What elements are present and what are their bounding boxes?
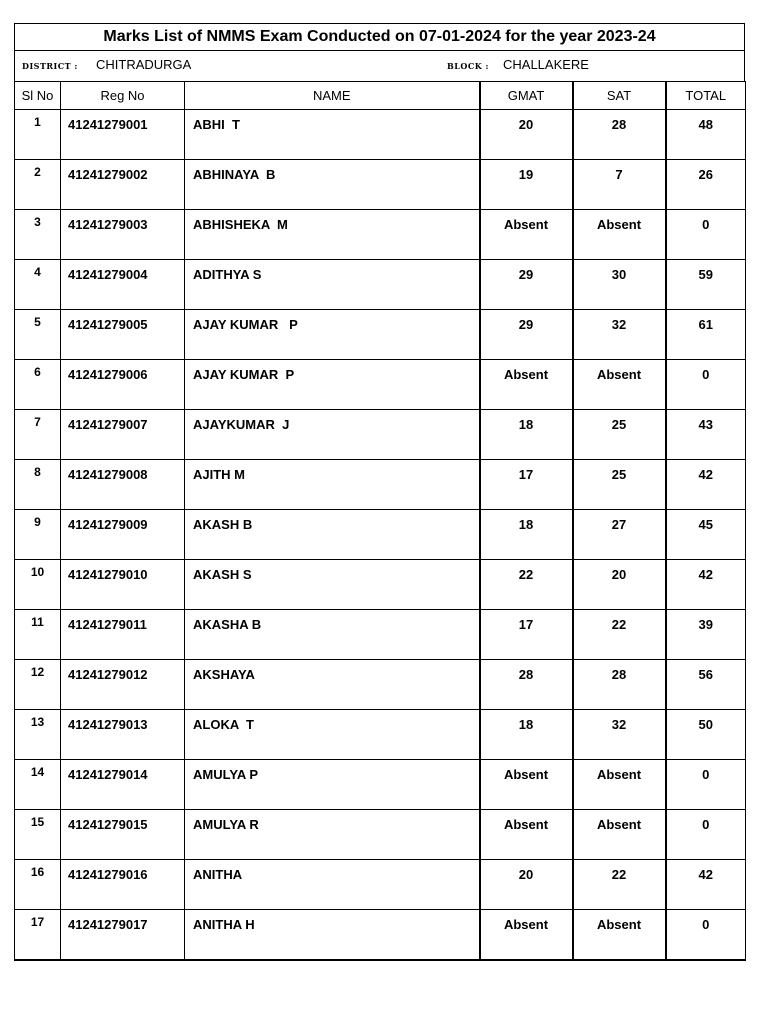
table-row [15, 160, 746, 210]
cell-reg-no: 41241279009 [61, 510, 185, 560]
cell-sat: 20 [573, 560, 666, 610]
cell-reg-no: 41241279017 [61, 910, 185, 960]
cell-sat: Absent [573, 810, 666, 860]
cell-total: 26 [666, 160, 746, 210]
cell-name: AJAYKUMAR J [185, 410, 480, 460]
block-label: BLOCK : [447, 61, 489, 71]
meta-row [14, 51, 745, 81]
marks-sheet [14, 23, 745, 961]
cell-name: ALOKA T [185, 710, 480, 760]
table-row [15, 660, 746, 710]
cell-gmat: 17 [480, 610, 573, 660]
cell-sl-no: 17 [15, 910, 61, 960]
cell-gmat: 18 [480, 710, 573, 760]
cell-sl-no: 4 [15, 260, 61, 310]
table-row [15, 810, 746, 860]
cell-total: 0 [666, 760, 746, 810]
table-row [15, 560, 746, 610]
cell-sl-no: 10 [15, 560, 61, 610]
cell-sl-no: 6 [15, 360, 61, 410]
cell-gmat: 19 [480, 160, 573, 210]
cell-reg-no: 41241279006 [61, 360, 185, 410]
cell-name: AMULYA P [185, 760, 480, 810]
table-row [15, 260, 746, 310]
cell-total: 0 [666, 210, 746, 260]
cell-reg-no: 41241279013 [61, 710, 185, 760]
cell-name: ADITHYA S [185, 260, 480, 310]
cell-reg-no: 41241279015 [61, 810, 185, 860]
cell-sat: 32 [573, 710, 666, 760]
cell-total: 39 [666, 610, 746, 660]
table-row [15, 510, 746, 560]
cell-sl-no: 8 [15, 460, 61, 510]
cell-sl-no: 13 [15, 710, 61, 760]
cell-gmat: Absent [480, 360, 573, 410]
col-header-name: NAME [185, 82, 480, 110]
col-header-gmat: GMAT [480, 82, 573, 110]
table-row [15, 760, 746, 810]
table-row [15, 210, 746, 260]
cell-sl-no: 15 [15, 810, 61, 860]
cell-sat: 25 [573, 410, 666, 460]
cell-total: 42 [666, 560, 746, 610]
marks-table [14, 81, 746, 961]
cell-sl-no: 9 [15, 510, 61, 560]
cell-sl-no: 2 [15, 160, 61, 210]
cell-gmat: 28 [480, 660, 573, 710]
cell-reg-no: 41241279004 [61, 260, 185, 310]
cell-gmat: Absent [480, 810, 573, 860]
cell-reg-no: 41241279014 [61, 760, 185, 810]
cell-sat: Absent [573, 910, 666, 960]
cell-sat: Absent [573, 760, 666, 810]
cell-total: 0 [666, 360, 746, 410]
cell-reg-no: 41241279001 [61, 110, 185, 160]
col-header-sl-no: Sl No [15, 82, 61, 110]
cell-gmat: Absent [480, 910, 573, 960]
cell-total: 42 [666, 460, 746, 510]
sheet-title: Marks List of NMMS Exam Conducted on 07-01-2024 for the year 2023-24 [14, 23, 745, 51]
table-row [15, 910, 746, 960]
cell-name: AJITH M [185, 460, 480, 510]
cell-name: ANITHA H [185, 910, 480, 960]
cell-reg-no: 41241279005 [61, 310, 185, 360]
cell-gmat: 29 [480, 310, 573, 360]
cell-sat: 22 [573, 860, 666, 910]
cell-gmat: 17 [480, 460, 573, 510]
cell-gmat: 29 [480, 260, 573, 310]
cell-sl-no: 1 [15, 110, 61, 160]
cell-name: AKASH S [185, 560, 480, 610]
cell-total: 48 [666, 110, 746, 160]
cell-total: 42 [666, 860, 746, 910]
table-row [15, 860, 746, 910]
cell-sl-no: 5 [15, 310, 61, 360]
table-row [15, 110, 746, 160]
cell-sl-no: 7 [15, 410, 61, 460]
cell-gmat: 18 [480, 410, 573, 460]
cell-total: 0 [666, 910, 746, 960]
cell-sl-no: 16 [15, 860, 61, 910]
cell-reg-no: 41241279002 [61, 160, 185, 210]
cell-name: AJAY KUMAR P [185, 310, 480, 360]
cell-total: 45 [666, 510, 746, 560]
cell-total: 61 [666, 310, 746, 360]
cell-total: 0 [666, 810, 746, 860]
cell-name: ABHINAYA B [185, 160, 480, 210]
cell-gmat: 20 [480, 110, 573, 160]
cell-sl-no: 11 [15, 610, 61, 660]
cell-sat: 28 [573, 660, 666, 710]
cell-reg-no: 41241279016 [61, 860, 185, 910]
col-header-total: TOTAL [666, 82, 746, 110]
cell-reg-no: 41241279012 [61, 660, 185, 710]
table-row [15, 610, 746, 660]
cell-name: AMULYA R [185, 810, 480, 860]
cell-total: 43 [666, 410, 746, 460]
cell-gmat: Absent [480, 760, 573, 810]
cell-name: ANITHA [185, 860, 480, 910]
cell-sat: 30 [573, 260, 666, 310]
col-header-sat: SAT [573, 82, 666, 110]
cell-sat: 7 [573, 160, 666, 210]
block-value: CHALLAKERE [503, 57, 589, 72]
table-row [15, 410, 746, 460]
cell-name: ABHI T [185, 110, 480, 160]
table-row [15, 310, 746, 360]
cell-sat: 32 [573, 310, 666, 360]
cell-gmat: 20 [480, 860, 573, 910]
cell-reg-no: 41241279011 [61, 610, 185, 660]
table-row [15, 460, 746, 510]
cell-total: 56 [666, 660, 746, 710]
col-header-reg-no: Reg No [61, 82, 185, 110]
cell-sat: 22 [573, 610, 666, 660]
cell-sl-no: 14 [15, 760, 61, 810]
cell-name: AKASH B [185, 510, 480, 560]
cell-gmat: 22 [480, 560, 573, 610]
cell-total: 59 [666, 260, 746, 310]
cell-name: AJAY KUMAR P [185, 360, 480, 410]
district-label: DISTRICT : [22, 61, 78, 71]
cell-gmat: Absent [480, 210, 573, 260]
table-header [15, 82, 746, 110]
cell-sat: Absent [573, 360, 666, 410]
cell-gmat: 18 [480, 510, 573, 560]
cell-name: AKASHA B [185, 610, 480, 660]
table-row [15, 360, 746, 410]
cell-reg-no: 41241279003 [61, 210, 185, 260]
cell-reg-no: 41241279010 [61, 560, 185, 610]
cell-sat: 28 [573, 110, 666, 160]
cell-sat: Absent [573, 210, 666, 260]
cell-sl-no: 12 [15, 660, 61, 710]
table-row [15, 710, 746, 760]
cell-total: 50 [666, 710, 746, 760]
cell-sat: 25 [573, 460, 666, 510]
district-value: CHITRADURGA [96, 57, 192, 72]
cell-sl-no: 3 [15, 210, 61, 260]
cell-name: ABHISHEKA M [185, 210, 480, 260]
cell-sat: 27 [573, 510, 666, 560]
cell-name: AKSHAYA [185, 660, 480, 710]
cell-reg-no: 41241279007 [61, 410, 185, 460]
cell-reg-no: 41241279008 [61, 460, 185, 510]
